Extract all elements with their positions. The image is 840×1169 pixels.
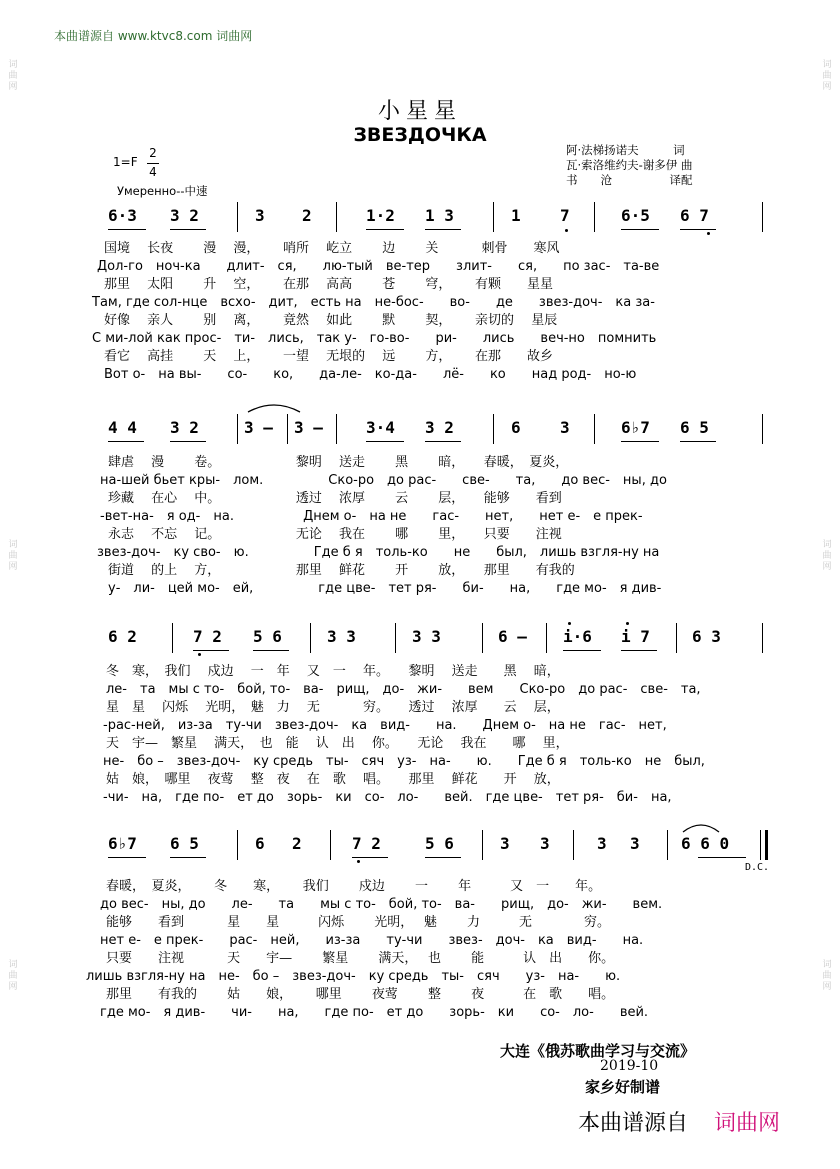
side-watermark-left-3: 词 曲 网 — [8, 960, 18, 992]
underline — [563, 650, 601, 651]
note-group: 2 — [292, 834, 302, 853]
lyric-line: 那里 有我的 姑 娘， 哪里 夜莺 整 夜 在 歌 唱。 — [106, 987, 615, 1002]
note-group: 7 2 — [193, 627, 222, 646]
note-group: 6 – — [498, 627, 527, 646]
barline — [493, 414, 494, 444]
time-numerator: 2 — [149, 146, 157, 160]
note-group: 4 4 — [108, 418, 137, 437]
note-group: 3·4 — [366, 418, 395, 437]
watermark-site[interactable]: 词曲网 — [714, 1111, 781, 1136]
note-group: 7 — [560, 206, 570, 225]
underline — [170, 229, 206, 230]
note-group: 6♭7 — [621, 418, 650, 437]
lyric-line: ле- та мы с то- бой, то- ва- рищ, до- жи- вем Ско-ро до рас- све- та, — [106, 682, 701, 697]
underline — [425, 229, 461, 230]
barline — [330, 830, 331, 860]
lyric-line: не- бо – звез-доч- ку средь ты- сяч уз- на- ю. Где б я толь-ко не был, — [103, 754, 705, 769]
note-group: 3 — [597, 834, 607, 853]
note-group: 3 2 — [170, 418, 199, 437]
barline — [594, 414, 595, 444]
da-capo-mark: D.C. — [745, 862, 770, 873]
lyric-line: 能够 看到 星 星 闪烁 光明， 魅 力 无 穷。 — [106, 915, 611, 930]
underline — [425, 441, 461, 442]
time-denominator: 4 — [149, 165, 157, 179]
underline — [425, 857, 461, 858]
title-chinese: 小星星 — [377, 99, 462, 124]
lyric-line: 那里 太阳 升 空， 在那 高高 苍 穹， 有颗 星星 — [104, 277, 554, 292]
note-group: 5 6 — [253, 627, 282, 646]
barline — [172, 623, 173, 653]
credit-composer: 瓦·索洛维约夫-谢多伊 曲 — [566, 158, 693, 172]
lyric-line: лишь взгля-ну на не- бо – звез-доч- ку средь ты- сяч уз- на- ю. — [86, 969, 621, 984]
barline — [762, 414, 763, 444]
note-group: 6 7 — [680, 206, 709, 225]
lyric-line: С ми-лой как прос- ти- лись, так у- го-во- ри- лись веч-но помнить — [92, 331, 657, 346]
barline — [237, 830, 238, 860]
barline — [482, 623, 483, 653]
note-group: 3 — [255, 206, 265, 225]
barline — [762, 623, 763, 653]
high-octave-dot — [568, 622, 571, 625]
lyric-line: на-шей бьет кры- лом. Ско-ро до рас- све- та, до вес- ны, до — [100, 473, 667, 488]
underline — [193, 650, 229, 651]
underline — [170, 857, 206, 858]
underline — [621, 441, 659, 442]
note-group: 6♭7 — [108, 834, 137, 853]
lyric-line: звез-доч- ку сво- ю. Где б я толь-ко не был, лишь взгля-ну на — [97, 545, 660, 560]
lyric-line: 天 宇— 繁星 满天， 也 能 认 出 你。 无论 我在 哪 里， — [106, 736, 569, 751]
underline — [108, 229, 146, 230]
barline — [493, 202, 494, 232]
note-group: 6·5 — [621, 206, 650, 225]
barline — [336, 202, 337, 232]
note-group: 6 5 — [170, 834, 199, 853]
note-group: 1 3 — [425, 206, 454, 225]
barline — [546, 623, 547, 653]
final-barline — [765, 830, 768, 860]
tie-arc — [246, 400, 302, 414]
high-octave-dot — [626, 622, 629, 625]
barline — [760, 830, 761, 860]
low-octave-dot — [707, 232, 710, 235]
note-group: 1·2 — [366, 206, 395, 225]
barline — [667, 830, 668, 860]
side-watermark-right-2: 词 曲 网 — [822, 540, 832, 572]
source-line[interactable]: 本曲谱源自 www.ktvc8.com 词曲网 — [54, 29, 253, 43]
lyric-line: 永志 不忘 记。 无论 我在 哪 里， 只要 注视 — [108, 527, 562, 542]
footer-maker: 家乡好制谱 — [585, 1078, 661, 1096]
underline — [680, 229, 716, 230]
footer-date: 2019-10 — [600, 1058, 659, 1074]
lyric-line: до вес- ны, до ле- та мы с то- бой, то- ва- рищ, до- жи- вем. — [100, 897, 663, 912]
side-watermark-left: 词 曲 网 — [8, 60, 18, 92]
lyric-line: 姑 娘， 哪里 夜莺 整 夜 在 歌 唱。 那里 鲜花 开 放， — [106, 772, 560, 787]
barline — [395, 623, 396, 653]
lyric-line: нет е- е прек- рас- ней, из-за ту-чи звез- доч- ка вид- на. — [100, 933, 644, 948]
lyric-line: 珍藏 在心 中。 透过 浓厚 云 层， 能够 看到 — [108, 491, 562, 506]
note-group: i·6 — [563, 627, 592, 646]
lyric-line: 星 星 闪烁 光明， 魅 力 无 穷。 透过 浓厚 云 层， — [106, 700, 560, 715]
underline — [366, 229, 404, 230]
watermark-source: 本曲谱源自 — [578, 1111, 689, 1136]
note-group: i 7 — [621, 627, 650, 646]
barline — [594, 202, 595, 232]
title-russian: ЗВЕЗДОЧКА — [353, 124, 487, 146]
note-group: 3 — [500, 834, 510, 853]
barline — [676, 623, 677, 653]
underline — [253, 650, 289, 651]
note-group: 2 — [302, 206, 312, 225]
note-group: 3 — [560, 418, 570, 437]
low-octave-dot — [198, 653, 201, 656]
time-fraction-line — [147, 163, 159, 164]
note-group: 3 – — [244, 418, 273, 437]
lyric-line: 肆虐 漫 卷。 黎明 送走 黑 暗， 春暖， 夏炎， — [108, 455, 569, 470]
lyric-line: -рас-ней, из-за ту-чи звез-доч- ка вид- на. Днем о- на не гас- нет, — [103, 718, 667, 733]
note-group: 6 — [255, 834, 265, 853]
underline — [108, 857, 146, 858]
note-group: 6 5 — [680, 418, 709, 437]
note-group: 3 3 — [327, 627, 356, 646]
note-group: 3 2 — [425, 418, 454, 437]
underline — [352, 857, 388, 858]
tie-arc — [681, 820, 721, 834]
lyric-line: -вет-на- я од- на. Днем о- на не гас- нет, нет е- е прек- — [100, 509, 643, 524]
lyric-line: 冬 寒， 我们 戍边 一 年 又 一 年。 黎明 送走 黑 暗， — [106, 664, 560, 679]
note-group: 6 — [511, 418, 521, 437]
note-group: 7 2 — [352, 834, 381, 853]
low-octave-dot — [565, 229, 568, 232]
underline — [366, 441, 404, 442]
barline — [237, 202, 238, 232]
underline — [170, 441, 206, 442]
side-watermark-left-2: 词 曲 网 — [8, 540, 18, 572]
note-group: 6 3 — [692, 627, 721, 646]
barline — [310, 623, 311, 653]
note-group: 5 6 — [425, 834, 454, 853]
lyric-line: где мо- я див- чи- на, где по- ет до зорь- ки со- ло- вей. — [100, 1005, 649, 1020]
note-group: 3 – — [294, 418, 323, 437]
lyric-line: 春暖， 夏炎， 冬 寒， 我们 戍边 一 年 又 一 年。 — [106, 879, 602, 894]
barline — [237, 414, 238, 444]
underline — [108, 441, 144, 442]
note-group: 1 — [511, 206, 521, 225]
underline — [698, 857, 746, 858]
barline — [482, 830, 483, 860]
note-group: 3 — [540, 834, 550, 853]
barline — [573, 830, 574, 860]
low-octave-dot — [357, 860, 360, 863]
lyric-line: Там, где сол-нце всхо- дит, есть на не-бос- во- де звез-доч- ка за- — [92, 295, 655, 310]
barline — [762, 202, 763, 232]
lyric-line: 好像 亲人 别 离， 竟然 如此 默 契， 亲切的 星辰 — [104, 313, 558, 328]
note-group: 3 2 — [170, 206, 199, 225]
note-group: 6·3 — [108, 206, 137, 225]
lyric-line: 只要 注视 天 宇— 繁星 满天， 也 能 认 出 你。 — [106, 951, 615, 966]
side-watermark-right: 词 曲 网 — [822, 60, 832, 92]
lyric-line: 国境 长夜 漫 漫， 哨所 屹立 边 关 刺骨 寒风 — [104, 241, 560, 256]
tempo-marking: Умеренно--中速 — [117, 184, 208, 198]
credit-translator: 书 沧 译配 — [566, 173, 693, 187]
key-signature: 1=F — [113, 155, 138, 169]
lyric-line: у- ли- цей мо- ей, где цве- тет ря- би- на, где мо- я див- — [108, 581, 662, 596]
barline — [287, 414, 288, 444]
lyric-line: -чи- на, где по- ет до зорь- ки со- ло- вей. где цве- тет ря- би- на, — [103, 790, 672, 805]
barline — [336, 414, 337, 444]
underline — [621, 650, 657, 651]
side-watermark-right-3: 词 曲 网 — [822, 960, 832, 992]
underline — [621, 229, 659, 230]
note-group: 6 6 0 — [681, 834, 730, 853]
note-group: 6 2 — [108, 627, 137, 646]
note-group: 3 3 — [412, 627, 441, 646]
lyric-line: 看它 高挂 天 上， 一望 无垠的 远 方， 在那 故乡 — [104, 349, 554, 364]
lyric-line: 街道 的上 方， 那里 鲜花 开 放， 那里 有我的 — [108, 563, 575, 578]
note-group: 3 — [630, 834, 640, 853]
footer-credit: 大连《俄苏歌曲学习与交流》 — [500, 1042, 696, 1060]
underline — [680, 441, 716, 442]
lyric-line: Дол-го ноч-ка длит- ся, лю-тый ве-тер злит- ся, по зас- та-ве — [97, 259, 660, 274]
lyric-line: Вот о- на вы- со- ко, да-ле- ко-да- лё- ко над род- но-ю — [104, 367, 637, 382]
credit-lyricist: 阿·法梯扬诺夫 词 — [566, 143, 685, 157]
